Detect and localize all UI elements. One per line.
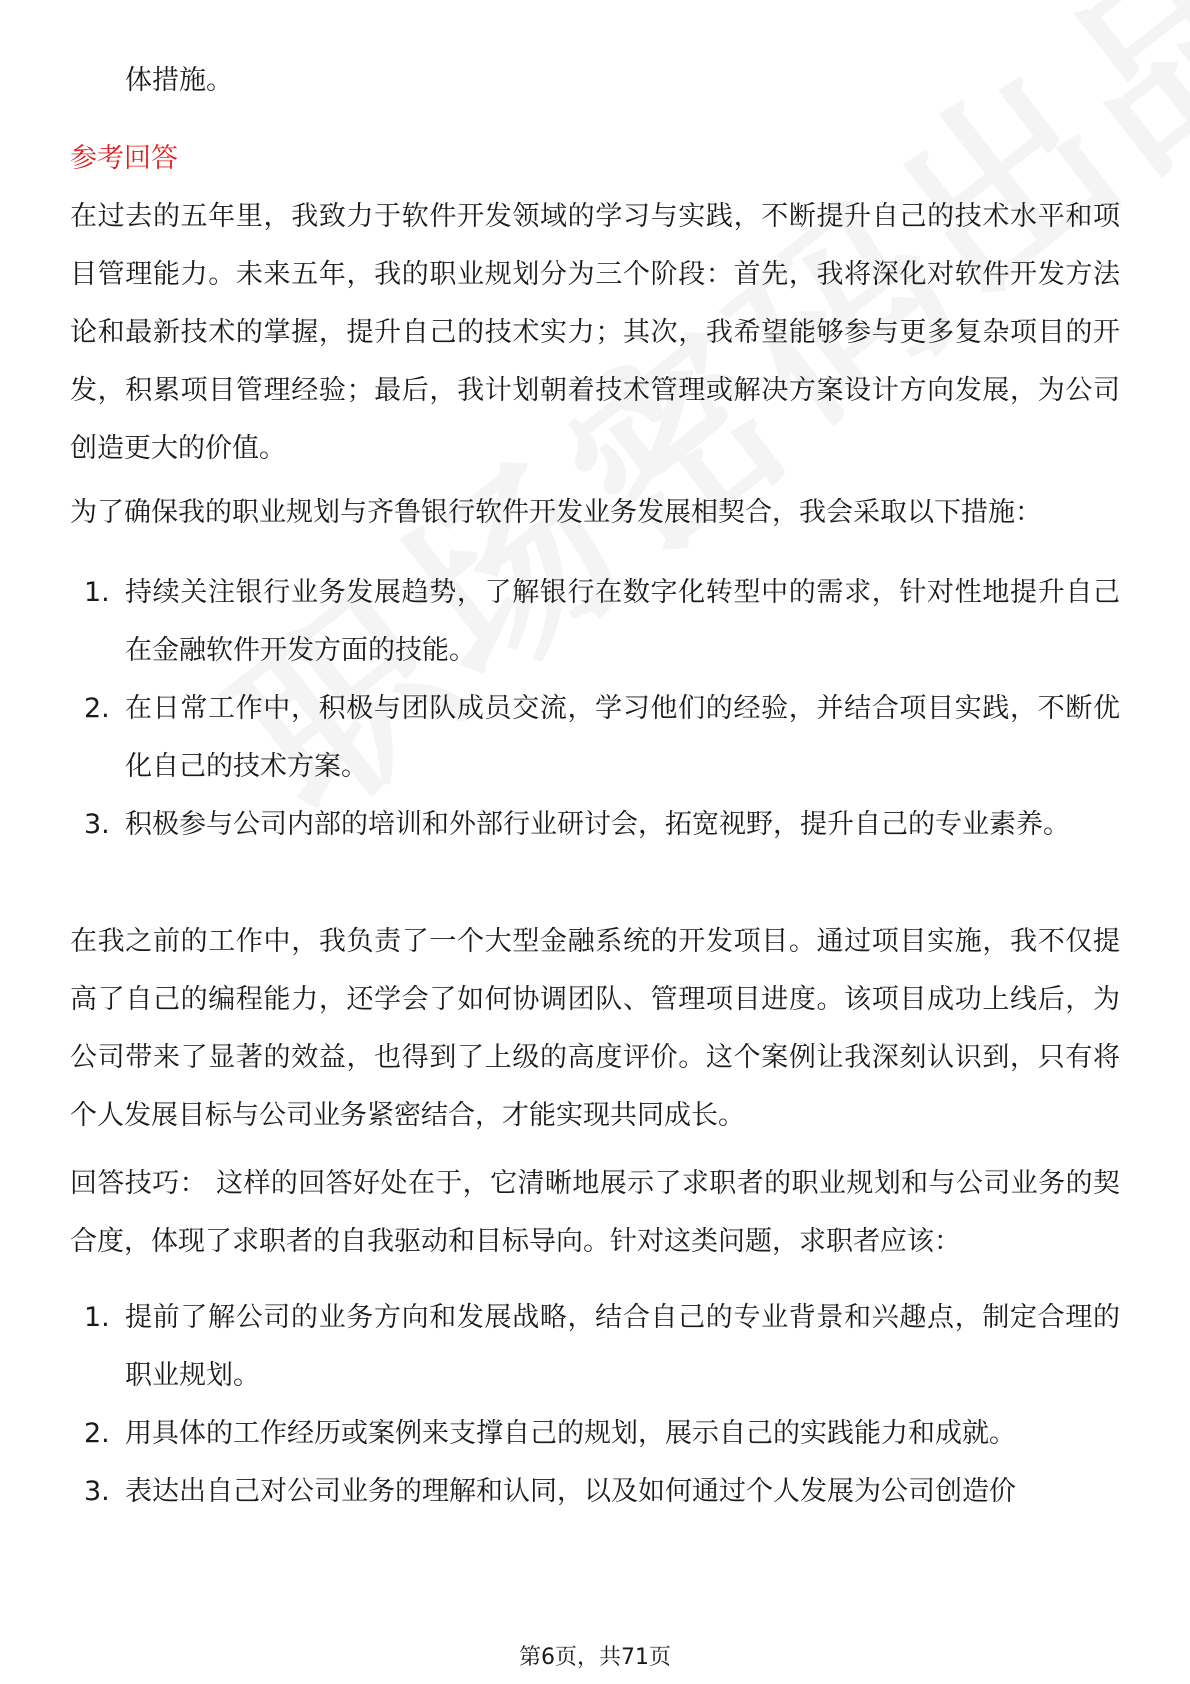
page-footer: 第6页，共71页 <box>519 1645 671 1670</box>
answer-paragraph-1: 在过去的五年里，我致力于软件开发领域的学习与实践，不断提升自己的技术水平和项目管理能力。未来五年，我的职业规划分为三个阶段：首先，我将深化对软件开发方法论和最新技术的掌握，提升自己的技术实力；其次，我希望能够参与更多复杂项目的开发，积累项目管理经验；最后，我计划朝着技术管理或解决方案设计方向发展，为公司创造更大的价值。 <box>70 201 1120 464</box>
list-item-text: 持续关注银行业务发展趋势，了解银行在数字化转型中的需求，针对性地提升自己在金融软件开发方面的技能。 <box>125 577 1120 666</box>
list-item <box>70 1405 1120 1463</box>
tips-paragraph: 回答技巧： 这样的回答好处在于，它清晰地展示了求职者的职业规划和与公司业务的契合度，体现了求职者的自我驱动和目标导向。针对这类问题，求职者应该： <box>70 1168 1120 1257</box>
measures-list <box>70 564 1120 854</box>
list-item-text: 提前了解公司的业务方向和发展战略，结合自己的专业背景和兴趣点，制定合理的职业规划。 <box>125 1302 1120 1391</box>
tips-list <box>70 1289 1120 1521</box>
list-item <box>70 796 1120 854</box>
list-item <box>70 1289 1120 1405</box>
list-number: 3. <box>84 809 110 840</box>
answer-paragraph-3: 在我之前的工作中，我负责了一个大型金融系统的开发项目。通过项目实施，我不仅提高了自己的编程能力，还学会了如何协调团队、管理项目进度。该项目成功上线后，为公司带来了显著的效益，也得到了上级的高度评价。这个案例让我深刻认识到，只有将个人发展目标与公司业务紧密结合，才能实现共同成长。 <box>70 926 1120 1131</box>
list-number: 1. <box>84 577 110 608</box>
list-number: 2. <box>84 693 110 724</box>
list-number: 3. <box>84 1476 110 1507</box>
list-item <box>70 564 1120 680</box>
answer-paragraph-2: 为了确保我的职业规划与齐鲁银行软件开发业务发展相契合，我会采取以下措施： <box>70 497 1042 528</box>
list-number: 2. <box>84 1418 110 1449</box>
section-heading: 参考回答 <box>70 143 178 174</box>
continuation-text: 体措施。 <box>125 65 233 96</box>
list-item <box>70 680 1120 796</box>
list-item-text: 积极参与公司内部的培训和外部行业研讨会，拓宽视野，提升自己的专业素养。 <box>125 809 1070 840</box>
list-item-text: 表达出自己对公司业务的理解和认同，以及如何通过个人发展为公司创造价 <box>125 1476 1016 1507</box>
list-item <box>70 1463 1120 1521</box>
list-item-text: 用具体的工作经历或案例来支撑自己的规划，展示自己的实践能力和成就。 <box>125 1418 1016 1449</box>
list-number: 1. <box>84 1302 110 1333</box>
list-item-text: 在日常工作中，积极与团队成员交流，学习他们的经验，并结合项目实践，不断优化自己的技术方案。 <box>125 693 1120 782</box>
